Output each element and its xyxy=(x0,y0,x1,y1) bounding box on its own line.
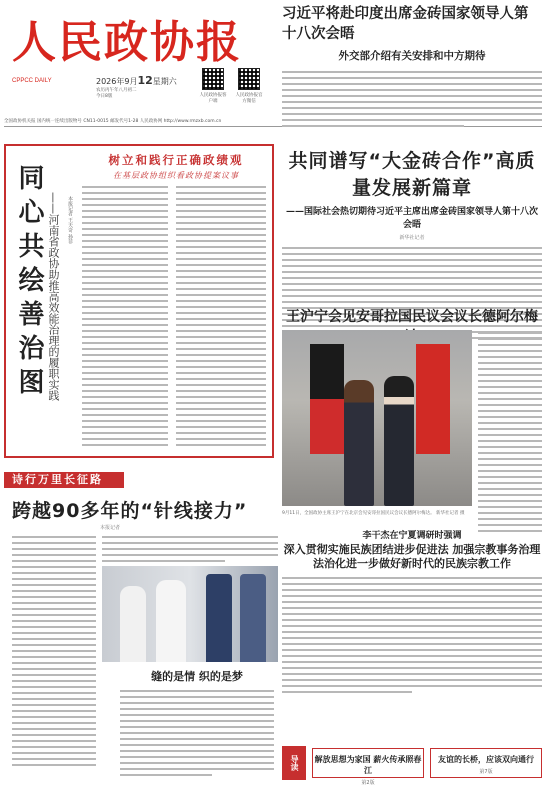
person-white-a xyxy=(120,586,146,662)
feature-body-col-1 xyxy=(82,186,168,450)
angola-flag xyxy=(310,344,344,454)
qr-caption-1: 人民政协报客户端 xyxy=(199,93,227,104)
second-byline: 新华社记者 xyxy=(399,235,425,241)
guide-tab[interactable]: 导读 xyxy=(282,746,306,780)
column-byline: 本报记者 xyxy=(100,525,121,531)
third-story[interactable] xyxy=(282,306,542,516)
date-month: 2026年9月 xyxy=(96,77,138,86)
second-subhead: ——国际社会热切期待习近平主席出席金砖国家领导人第十八次会晤 xyxy=(285,207,538,230)
third-body-text xyxy=(478,332,542,536)
column-story[interactable] xyxy=(4,496,274,531)
feature-subkicker: 在基层政协组织看政协提案议事 xyxy=(113,171,239,180)
feature-byline: 本报记者 王天奇 孙菲 xyxy=(67,196,73,245)
feature-header xyxy=(82,152,270,181)
third-headline[interactable]: 王沪宁会见安哥拉国民议会议长德阿尔梅 xyxy=(286,309,538,325)
qr-code-icon[interactable] xyxy=(238,68,260,90)
lead-body-text xyxy=(282,71,542,127)
column-intro-text xyxy=(102,536,278,566)
fourth-story[interactable] xyxy=(282,528,542,697)
fourth-body-text xyxy=(282,577,542,693)
lead-headline[interactable]: 习近平将赴印度出席金砖国家领导人第十八次会晤 xyxy=(282,6,529,42)
date-day: 12 xyxy=(137,74,153,87)
feature-article[interactable] xyxy=(4,144,274,458)
person-white-b xyxy=(156,580,186,662)
sub-story-body xyxy=(120,690,274,776)
photo-caption: 9月11日，全国政协主席王沪宁在北京会见安哥拉国民议会议长德阿尔梅达。 新华社记者 摄 xyxy=(282,511,465,516)
uniform-display-b xyxy=(240,574,266,662)
dateline xyxy=(96,74,177,87)
second-headline[interactable]: 共同谱写“大金砖合作”高质量发展新篇章 xyxy=(288,150,536,199)
guide-item-2-title: 友谊的长桥，应该双向通行 xyxy=(438,755,534,764)
lunar-date-text: 农历丙午年八月初二 xyxy=(96,88,137,93)
guide-item-2-page: 第7版 xyxy=(479,769,493,775)
feature-kicker: 树立和践行正确政绩观 xyxy=(108,153,244,167)
china-flag xyxy=(416,344,450,454)
person-right xyxy=(384,376,414,506)
masthead xyxy=(4,4,274,132)
qr-code-icon[interactable] xyxy=(202,68,224,90)
guide-item-1-page: 第2版 xyxy=(361,780,375,786)
sub-story[interactable] xyxy=(120,668,274,780)
lead-story[interactable] xyxy=(282,4,542,132)
column-banner[interactable]: 诗行万里长征路 xyxy=(4,472,124,488)
person-left xyxy=(344,380,374,506)
guide-item-1[interactable] xyxy=(312,748,424,786)
publication-info: 全国政协机关报 国内统一连续出版物号 CN11-0015 邮发代号1-28 人民政协网 http://www.rmzxb.com.cn xyxy=(4,119,222,124)
feature-body-col-2 xyxy=(176,186,266,450)
newspaper-logo: 人民政协报 xyxy=(12,17,242,68)
uniform-display-a xyxy=(206,574,232,662)
guide-item-2[interactable] xyxy=(430,748,542,778)
lunar-date xyxy=(96,88,176,100)
feature-subtitle: ——河南省政协助推高效能治理的履职实践 xyxy=(47,192,60,401)
column-headline[interactable]: 跨越90多年的“针线接力” xyxy=(12,500,248,522)
meeting-photo[interactable] xyxy=(282,330,472,506)
sub-story-headline[interactable]: 缝的是情 织的是梦 xyxy=(151,670,243,683)
fourth-headline[interactable]: 深入贯彻实施民族团结进步促进法 加强宗教事务治理法治化进一步做好新时代的民族宗教工作 xyxy=(283,543,541,570)
lead-subhead: 外交部介绍有关安排和中方期待 xyxy=(338,50,486,62)
page-count: 今日8版 xyxy=(96,94,113,99)
date-weekday: 星期六 xyxy=(152,77,177,86)
qr-caption-2: 人民政协报官方微信 xyxy=(235,93,263,104)
english-name: CPPCC DAILY xyxy=(12,78,52,84)
fourth-kicker: 李干杰在宁夏调研时强调 xyxy=(362,531,462,541)
sewing-photo[interactable] xyxy=(102,566,278,662)
column-body-text xyxy=(12,536,96,770)
feature-title[interactable]: 同心共绘善治图 xyxy=(14,164,44,402)
guide-item-1-title: 解放思想为家国 薪火传承照春江 xyxy=(314,755,422,775)
